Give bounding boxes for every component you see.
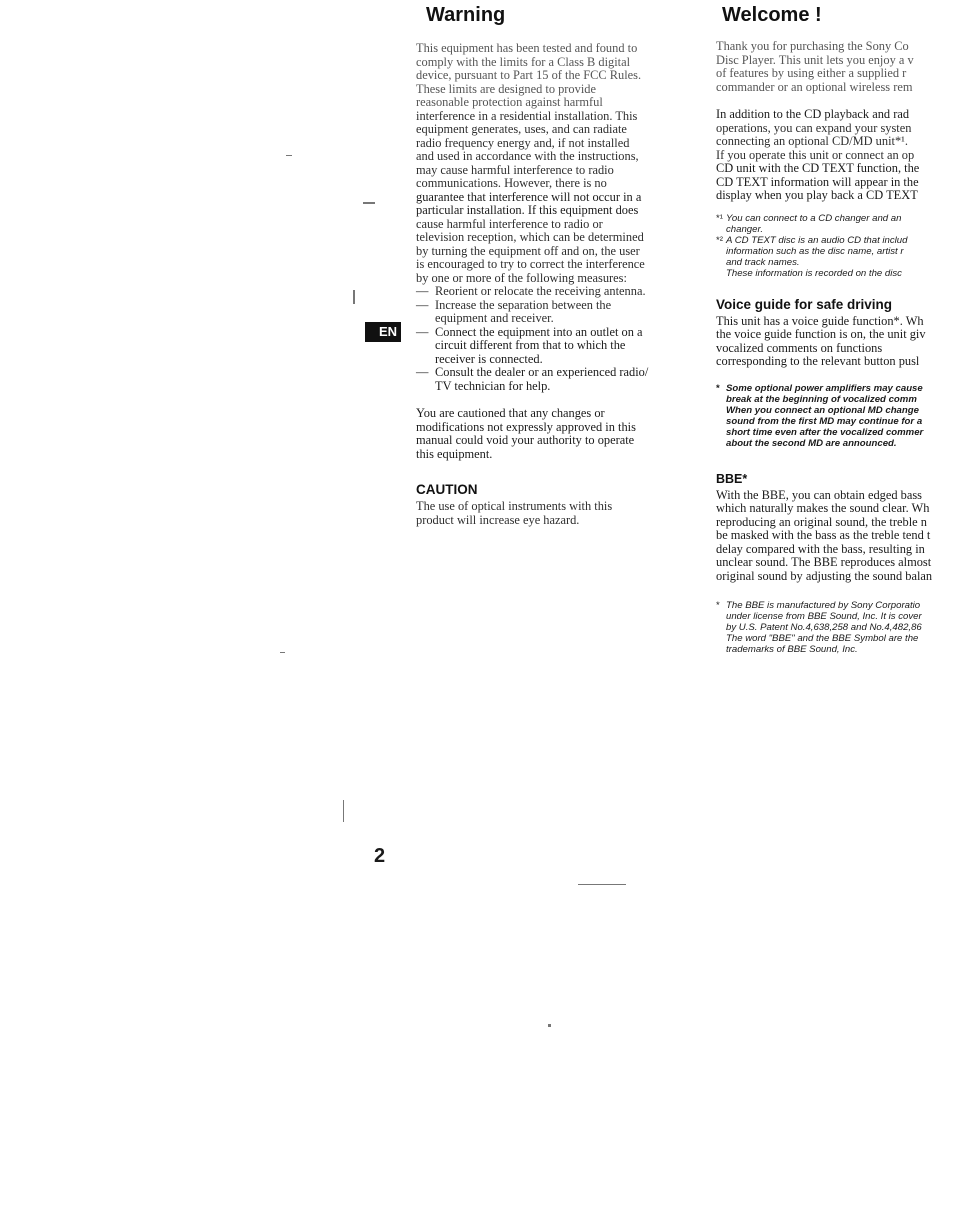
voice-guide-heading: Voice guide for safe driving [716, 296, 893, 312]
text-line: may cause harmful interference to radio [416, 162, 614, 177]
text-line: These limits are designed to provide [416, 81, 596, 96]
text-line: by U.S. Patent No.4,638,258 and No.4,482,86 [726, 622, 922, 633]
text-line: which naturally makes the sound clear. Wh [716, 501, 930, 515]
scan-speck [286, 155, 292, 156]
scan-speck [280, 652, 285, 653]
addition-paragraph [716, 108, 954, 203]
text-line: The use of optical instruments with this [416, 499, 613, 513]
text-line: You are cautioned that any changes or [416, 406, 605, 420]
text-line: This equipment has been tested and found to [416, 41, 638, 55]
voice-guide-paragraph [716, 315, 954, 369]
text-line: delay compared with the bass, resulting in [716, 541, 925, 556]
text-line: Increase the separation between the [435, 297, 612, 312]
footnote-mark: * [716, 600, 720, 611]
text-line: cause harmful interference to radio or [416, 216, 603, 231]
text-line: equipment and receiver. [435, 311, 554, 325]
text-line: this equipment. [416, 446, 493, 461]
text-line: device, pursuant to Part 15 of the FCC Rules. [416, 68, 642, 82]
scan-speck [363, 202, 375, 204]
text-line: circuit different from that to which the [435, 338, 626, 352]
text-line: comply with the limits for a Class B digital [416, 54, 631, 69]
text-line: manual could void your authority to operate [416, 433, 635, 447]
warning-heading: Warning [426, 4, 506, 26]
text-line: The word "BBE" and the BBE Symbol are the [726, 633, 919, 644]
voice-guide-note [716, 383, 954, 449]
left-column [416, 0, 678, 527]
text-line: This unit has a voice guide function*. Wh [716, 313, 924, 328]
text-line: of features by using either a supplied r [716, 66, 907, 80]
text-line: modifications not expressly approved in this [416, 419, 636, 434]
welcome-paragraph [716, 40, 954, 94]
text-line: under license from BBE Sound, Inc. It is cover [726, 611, 922, 622]
caution-notice-paragraph [416, 407, 678, 461]
text-line: product will increase eye hazard. [416, 512, 580, 527]
footnote-mark: *² [716, 234, 723, 246]
footnote-1 [716, 213, 954, 235]
language-tab: EN [365, 322, 401, 342]
list-item: — Reorient or relocate the receiving antenna. [416, 285, 678, 299]
text-line: trademarks of BBE Sound, Inc. [726, 644, 858, 655]
text-line: display when you play back a CD TEXT [716, 188, 918, 202]
text-line: reasonable protection against harmful [416, 95, 603, 109]
footnotes [716, 213, 954, 279]
list-item: — Consult the dealer or an experienced radio/ TV technician for help. [416, 366, 678, 393]
text-line: the voice guide function is on, the unit giv [716, 327, 926, 341]
scan-speck [548, 1024, 551, 1027]
welcome-heading: Welcome ! [722, 4, 822, 26]
text-line: receiver is connected. [435, 351, 543, 366]
measures-list [416, 285, 678, 393]
text-line: With the BBE, you can obtain edged bass [716, 487, 922, 502]
text-line: TV technician for help. [435, 378, 551, 393]
footnote-mark: *¹ [716, 212, 723, 224]
text-line: Thank you for purchasing the Sony Co [716, 39, 909, 53]
text-line: guarantee that interference will not occur in a [416, 189, 642, 204]
text-line: about the second MD are announced. [726, 437, 897, 449]
warning-paragraph [416, 42, 678, 285]
text-line: If you operate this unit or connect an op [716, 147, 915, 162]
text-line: changer. [726, 223, 763, 235]
text-line: original sound by adjusting the sound balan [716, 568, 933, 583]
text-line: and used in accordance with the instructions, [416, 149, 639, 163]
text-line: operations, you can expand your systen [716, 120, 912, 135]
bbe-heading: BBE* [716, 471, 748, 486]
text-line: connecting an optional CD/MD unit*¹. [716, 134, 908, 148]
text-line: particular installation. If this equipment does [416, 203, 639, 217]
text-line: by turning the equipment off and on, the user [416, 243, 640, 258]
text-line: be masked with the bass as the treble tend t [716, 528, 931, 542]
caution-paragraph [416, 500, 678, 527]
text-line: Consult the dealer or an experienced radio/ [435, 365, 649, 379]
list-item: — Connect the equipment into an outlet on a circuit different from that to which the receiver is connected. [416, 326, 678, 367]
text-line: CD TEXT information will appear in the [716, 174, 919, 189]
text-line: is encouraged to try to correct the interference [416, 257, 645, 271]
bbe-paragraph [716, 489, 954, 584]
text-line: The BBE is manufactured by Sony Corporatio [726, 600, 921, 611]
text-line: sound from the first MD may continue for a [726, 415, 923, 427]
text-line: interference in a residential installation. This [416, 108, 638, 123]
bbe-note [716, 600, 954, 655]
scan-speck [578, 884, 626, 885]
text-line: CD unit with the CD TEXT function, the [716, 161, 920, 175]
text-line: commander or an optional wireless rem [716, 79, 913, 94]
caution-heading: CAUTION [416, 482, 478, 497]
text-line: In addition to the CD playback and rad [716, 107, 910, 121]
footnote-2 [716, 235, 954, 279]
text-line: unclear sound. The BBE reproduces almost [716, 555, 932, 569]
text-line: vocalized comments on functions [716, 340, 883, 355]
scan-speck [343, 800, 344, 822]
text-line: equipment generates, uses, and can radiate [416, 122, 627, 136]
right-column [716, 0, 954, 655]
text-line: Reorient or relocate the receiving antenna. [435, 284, 646, 298]
text-line: A CD TEXT disc is an audio CD that includ [726, 234, 908, 246]
text-line: When you connect an optional MD change [726, 404, 919, 416]
footnote-mark: * [716, 382, 720, 394]
text-line: These information is recorded on the disc [726, 267, 902, 279]
text-line: and track names. [726, 256, 800, 268]
list-item: — Increase the separation between the equipment and receiver. [416, 299, 678, 326]
scan-speck [353, 290, 355, 304]
text-line: reproducing an original sound, the treble n [716, 514, 927, 529]
text-line: break at the beginning of vocalized comm [726, 393, 917, 405]
text-line: Disc Player. This unit lets you enjoy a v [716, 52, 914, 67]
text-line: information such as the disc name, artist r [726, 245, 904, 257]
text-line: television reception, which can be determined [416, 230, 644, 244]
text-line: Some optional power amplifiers may cause [726, 382, 923, 394]
text-line: by one or more of the following measures: [416, 270, 627, 285]
text-line: corresponding to the relevant button pusl [716, 354, 920, 368]
text-line: short time even after the vocalized commer [726, 426, 924, 438]
text-line: You can connect to a CD changer and an [726, 212, 902, 224]
text-line: Connect the equipment into an outlet on a [435, 324, 643, 339]
page-number: 2 [374, 845, 386, 867]
text-line: radio frequency energy and, if not installed [416, 135, 630, 150]
text-line: communications. However, there is no [416, 176, 607, 190]
